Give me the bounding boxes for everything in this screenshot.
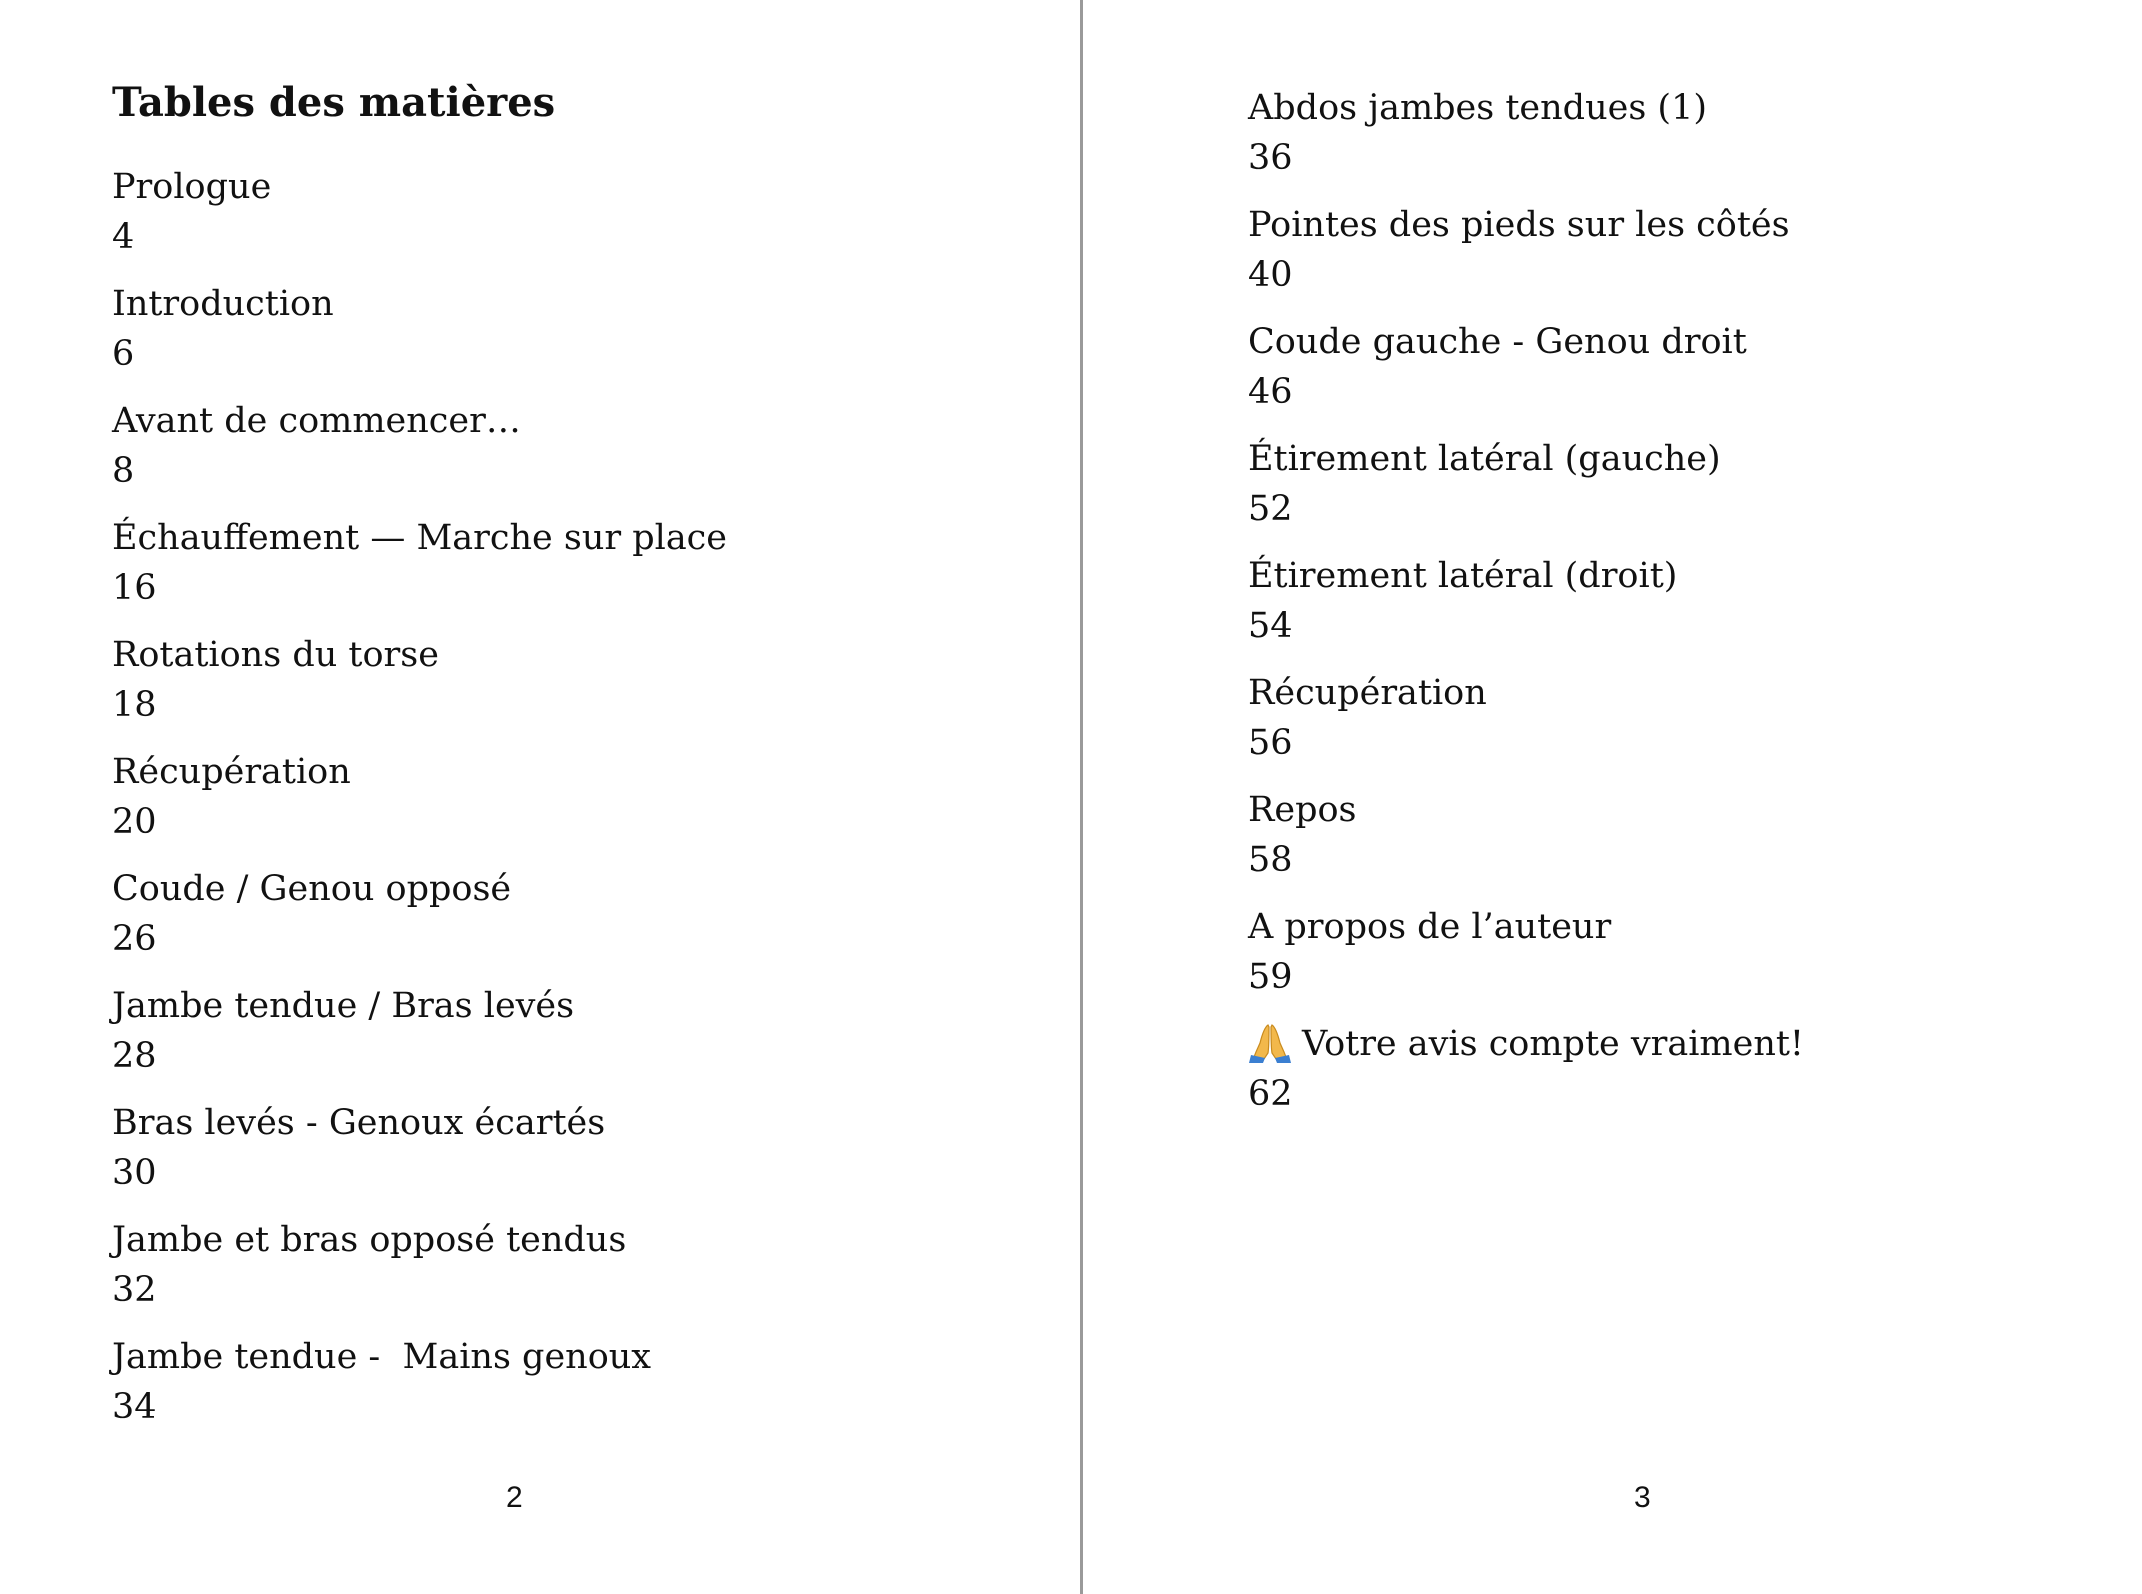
toc-entry-page: 6 bbox=[112, 334, 135, 374]
toc-entry-page: 46 bbox=[1248, 372, 1293, 412]
toc-entry-title: Récupération bbox=[1248, 673, 1487, 713]
toc-entry-page: 20 bbox=[112, 802, 157, 842]
toc-entry[interactable] bbox=[112, 1098, 727, 1198]
toc-entry[interactable] bbox=[112, 981, 727, 1081]
toc-entry-title: Votre avis compte vraiment! bbox=[1302, 1024, 1804, 1064]
toc-entry[interactable] bbox=[1248, 668, 1804, 768]
toc-entry-title: Jambe tendue - Mains genoux bbox=[112, 1337, 652, 1377]
toc-entry-page: 8 bbox=[112, 451, 135, 491]
table-of-contents-continued bbox=[1248, 83, 1804, 1136]
toc-entry-title: Échauffement — Marche sur place bbox=[112, 518, 727, 558]
toc-entry[interactable] bbox=[112, 279, 727, 379]
toc-entry[interactable] bbox=[1248, 83, 1804, 183]
toc-entry-page: 26 bbox=[112, 919, 157, 959]
toc-entry-page: 52 bbox=[1248, 489, 1293, 529]
toc-title: Tables des matières bbox=[112, 79, 556, 126]
toc-entry-title: Repos bbox=[1248, 790, 1357, 830]
toc-entry[interactable] bbox=[112, 1215, 727, 1315]
toc-entry-page: 36 bbox=[1248, 138, 1293, 178]
toc-entry-page: 16 bbox=[112, 568, 157, 608]
toc-entry-title: Rotations du torse bbox=[112, 635, 439, 675]
toc-entry-title: Étirement latéral (droit) bbox=[1248, 556, 1678, 596]
toc-entry[interactable] bbox=[1248, 434, 1804, 534]
toc-entry-page: 4 bbox=[112, 217, 135, 257]
right-page bbox=[1083, 0, 2142, 1594]
toc-entry[interactable] bbox=[1248, 551, 1804, 651]
toc-entry[interactable] bbox=[1248, 902, 1804, 1002]
toc-entry-page: 30 bbox=[112, 1153, 157, 1193]
toc-entry-title: Bras levés - Genoux écartés bbox=[112, 1103, 606, 1143]
toc-entry[interactable] bbox=[1248, 785, 1804, 885]
toc-entry-page: 40 bbox=[1248, 255, 1293, 295]
toc-entry-title: Étirement latéral (gauche) bbox=[1248, 439, 1721, 479]
toc-entry-page: 28 bbox=[112, 1036, 157, 1076]
toc-entry[interactable] bbox=[112, 513, 727, 613]
toc-entry-page: 54 bbox=[1248, 606, 1293, 646]
table-of-contents bbox=[112, 78, 727, 1449]
toc-entry-title: Prologue bbox=[112, 167, 272, 207]
toc-entry-title: Récupération bbox=[112, 752, 351, 792]
toc-entry[interactable] bbox=[112, 864, 727, 964]
page-number: 3 bbox=[1634, 1481, 1651, 1514]
toc-entry[interactable] bbox=[112, 396, 727, 496]
toc-entry-title: Coude / Genou opposé bbox=[112, 869, 512, 909]
toc-entry-title: Introduction bbox=[112, 284, 334, 324]
toc-entry[interactable] bbox=[1248, 317, 1804, 417]
praying-hands-icon bbox=[1248, 1019, 1292, 1063]
toc-entry-page: 18 bbox=[112, 685, 157, 725]
toc-entry-page: 56 bbox=[1248, 723, 1293, 763]
toc-entry-page: 58 bbox=[1248, 840, 1293, 880]
toc-entry[interactable] bbox=[112, 630, 727, 730]
toc-entry-page: 32 bbox=[112, 1270, 157, 1310]
toc-entry-title: A propos de l’auteur bbox=[1248, 907, 1612, 947]
toc-entry[interactable] bbox=[112, 162, 727, 262]
toc-entry-page: 59 bbox=[1248, 957, 1293, 997]
toc-entry-title-with-icon bbox=[1248, 1019, 1804, 1069]
toc-entry[interactable] bbox=[1248, 200, 1804, 300]
toc-entry-page: 34 bbox=[112, 1387, 157, 1427]
toc-entry-title: Jambe et bras opposé tendus bbox=[112, 1220, 627, 1260]
toc-entry-title: Avant de commencer… bbox=[112, 401, 521, 441]
toc-entry[interactable] bbox=[112, 747, 727, 847]
toc-entry-title: Pointes des pieds sur les côtés bbox=[1248, 205, 1790, 245]
toc-entry[interactable] bbox=[112, 1332, 727, 1432]
toc-entry-page: 62 bbox=[1248, 1074, 1293, 1114]
toc-entry[interactable] bbox=[1248, 1019, 1804, 1119]
toc-entry-title: Abdos jambes tendues (1) bbox=[1248, 88, 1707, 128]
toc-entry-title: Coude gauche - Genou droit bbox=[1248, 322, 1747, 362]
toc-entry-title: Jambe tendue / Bras levés bbox=[112, 986, 575, 1026]
page-number: 2 bbox=[506, 1481, 523, 1514]
